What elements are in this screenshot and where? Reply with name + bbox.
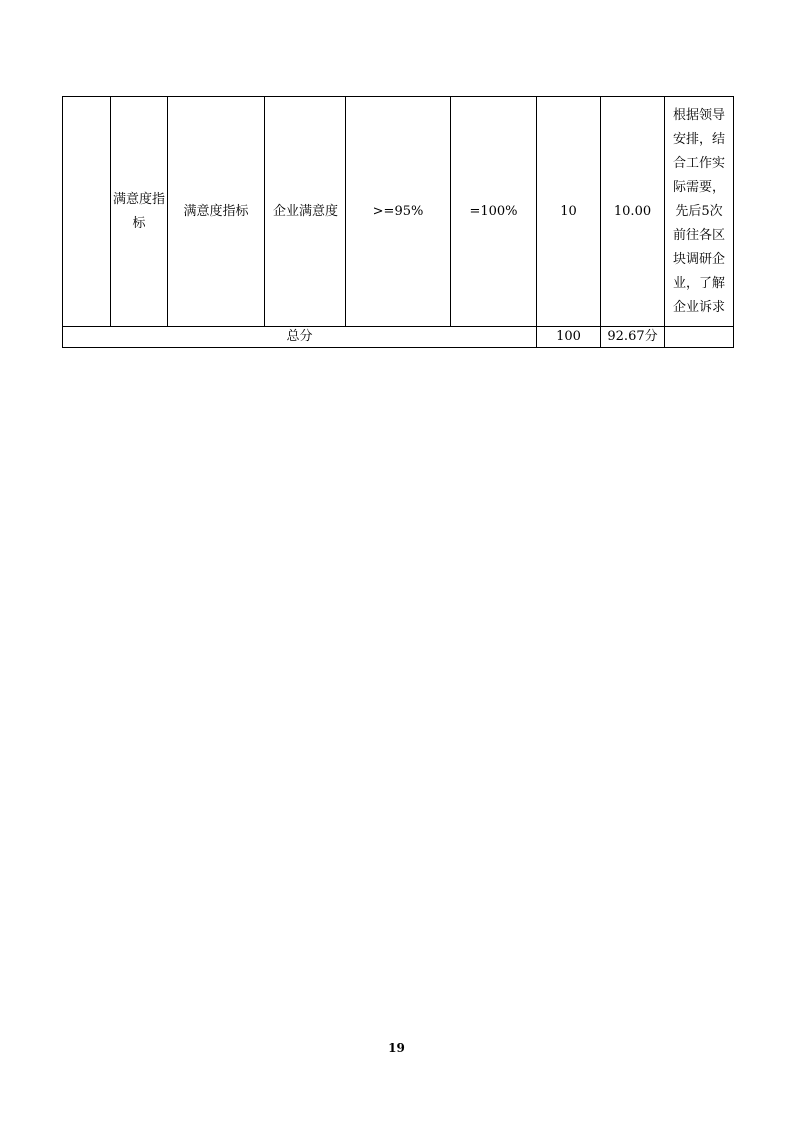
page-number: 19 (388, 1041, 405, 1055)
level1-indicator-cell (63, 97, 111, 327)
actual-value-cell: =100% (451, 97, 537, 327)
total-score-cell: 92.67分 (601, 327, 665, 348)
weight-cell: 10 (537, 97, 601, 327)
total-note-cell (665, 327, 734, 348)
indicator-name-cell: 企业满意度 (265, 97, 346, 327)
total-weight-cell: 100 (537, 327, 601, 348)
total-row (63, 327, 734, 348)
target-value-cell: >=95% (346, 97, 451, 327)
level3-indicator-cell: 满意度指标 (168, 97, 265, 327)
note-cell: 根据领导安排，结合工作实际需要，先后5次前往各区块调研企业，了解企业诉求 (665, 97, 734, 327)
total-label-cell: 总分 (63, 327, 537, 348)
level2-indicator-cell: 满意度指标 (111, 97, 168, 327)
table-row (63, 97, 734, 327)
score-cell: 10.00 (601, 97, 665, 327)
performance-table (62, 96, 734, 348)
